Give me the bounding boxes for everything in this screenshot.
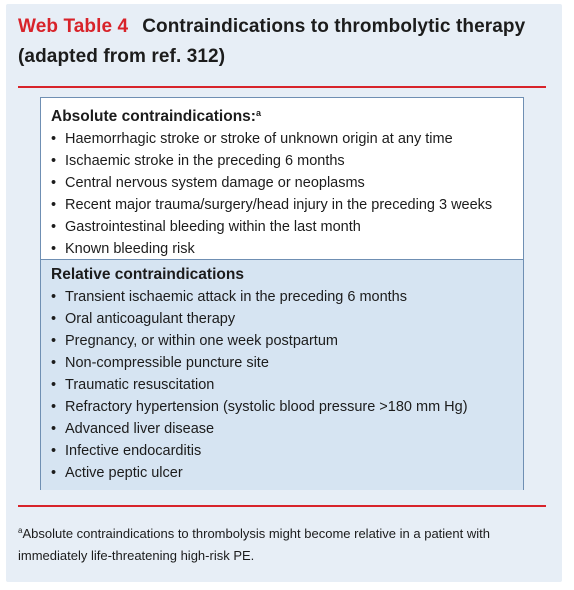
relative-contraindication-item: [51, 440, 523, 462]
table-title-text: Contraindications to thrombolytic therapy (adapted from ref. 312): [18, 16, 526, 67]
relative-contraindication-item-text: Non-compressible puncture site: [65, 355, 269, 371]
absolute-section: [41, 98, 523, 259]
absolute-contraindication-item-text: Gastrointestinal bleeding within the last month: [65, 219, 361, 235]
relative-contraindication-item-text: Refractory hypertension (systolic blood pressure >180 mm Hg): [65, 399, 468, 415]
relative-contraindication-item: [51, 396, 523, 418]
bullet-marker: •: [51, 465, 57, 481]
table-title: [18, 12, 548, 72]
absolute-contraindication-item-text: Haemorrhagic stroke or stroke of unknown origin at any time: [65, 131, 453, 147]
absolute-contraindication-item: [51, 216, 523, 238]
relative-contraindication-item: [51, 374, 523, 396]
relative-contraindication-item-text: Traumatic resuscitation: [65, 377, 215, 393]
relative-contraindication-item: [51, 330, 523, 352]
bottom-divider: [18, 505, 546, 507]
relative-section: [41, 259, 523, 490]
bullet-marker: •: [51, 377, 57, 393]
relative-list: [51, 286, 523, 484]
absolute-heading: Absolute contraindications:$^a$: [51, 108, 261, 125]
absolute-contraindication-item: [51, 194, 523, 216]
table-number-label: Web Table 4: [18, 16, 129, 37]
bullet-marker: •: [51, 131, 57, 147]
relative-contraindication-item: [51, 286, 523, 308]
absolute-heading-footnote-marker: a: [255, 108, 261, 118]
relative-contraindication-item-text: Active peptic ulcer: [65, 465, 183, 481]
absolute-contraindication-item-text: Central nervous system damage or neoplasms: [65, 175, 365, 191]
relative-contraindication-item-text: Advanced liver disease: [65, 421, 215, 437]
bullet-marker: •: [51, 153, 57, 169]
absolute-contraindication-item: [51, 128, 523, 150]
relative-contraindication-item-text: Pregnancy, or within one week postpartum: [65, 333, 338, 349]
relative-contraindication-item-text: Infective endocarditis: [65, 443, 202, 459]
footnote-text: Absolute contraindications to thrombolysis might become relative in a patient with immediately life-threatening high-risk PE.: [18, 526, 490, 563]
table-footnote: [18, 520, 550, 567]
relative-contraindication-item: [51, 352, 523, 374]
relative-contraindication-item: [51, 462, 523, 484]
absolute-contraindication-item-text: Recent major trauma/surgery/head injury in the preceding 3 weeks: [65, 197, 493, 213]
bullet-marker: •: [51, 241, 57, 257]
relative-contraindication-item-text: Oral anticoagulant therapy: [65, 311, 236, 327]
bullet-marker: •: [51, 289, 57, 305]
top-divider: [18, 86, 546, 88]
bullet-marker: •: [51, 355, 57, 371]
absolute-contraindication-item: [51, 150, 523, 172]
absolute-contraindication-item-text: Ischaemic stroke in the preceding 6 months: [65, 153, 345, 169]
bullet-marker: •: [51, 175, 57, 191]
bullet-marker: •: [51, 197, 57, 213]
bullet-marker: •: [51, 399, 57, 415]
bullet-marker: •: [51, 311, 57, 327]
absolute-list: [51, 128, 523, 260]
relative-contraindication-item-text: Transient ischaemic attack in the preceding 6 months: [65, 289, 407, 305]
relative-contraindication-item: [51, 418, 523, 440]
footnote-marker: a: [18, 526, 23, 535]
bullet-marker: •: [51, 421, 57, 437]
absolute-contraindication-item: [51, 238, 523, 260]
relative-contraindication-item: [51, 308, 523, 330]
bullet-marker: •: [51, 443, 57, 459]
relative-heading: Relative contraindications: [51, 266, 244, 283]
contraindications-table: [40, 97, 524, 490]
absolute-contraindication-item: [51, 172, 523, 194]
bullet-marker: •: [51, 333, 57, 349]
bullet-marker: •: [51, 219, 57, 235]
absolute-contraindication-item-text: Known bleeding risk: [65, 241, 195, 257]
